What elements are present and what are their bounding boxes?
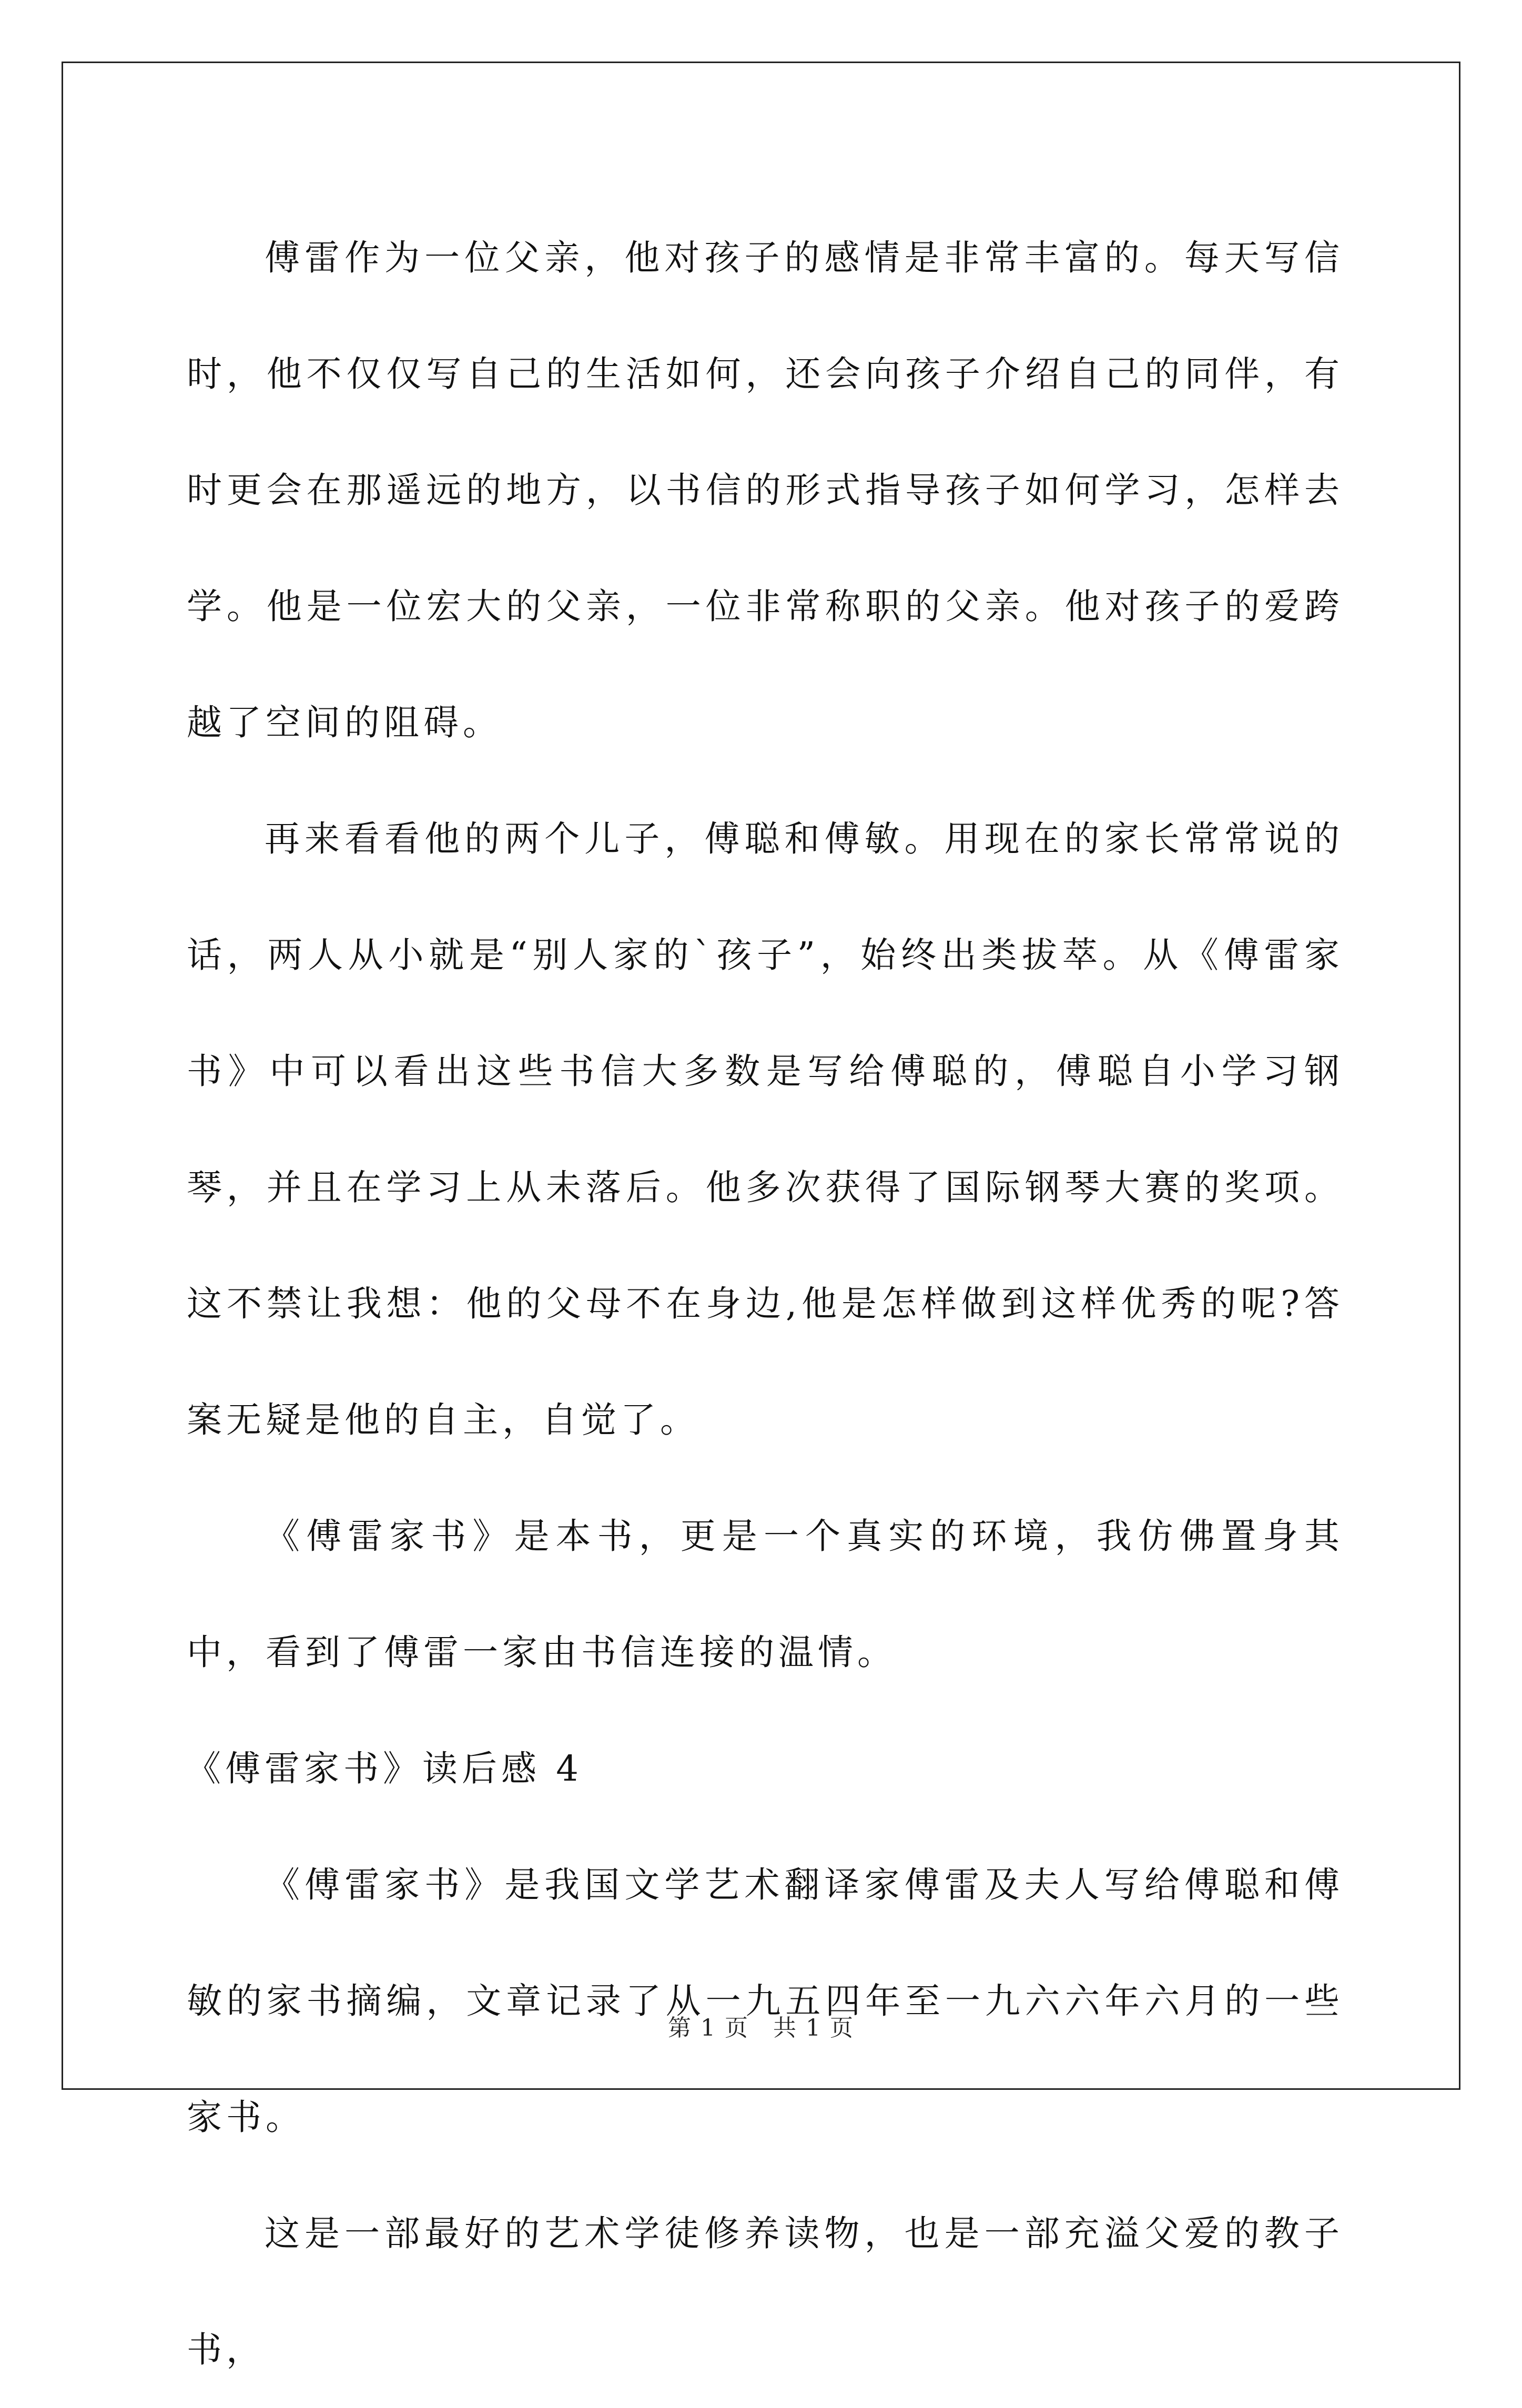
paragraph-environment: 《傅雷家书》是本书，更是一个真实的环境，我仿佛置身其中，看到了傅雷一家由书信连接的温情。 [187, 1516, 1344, 1673]
paragraph-sons: 再来看看他的两个儿子，傅聪和傅敏。用现在的家长常常说的话，两人从小就是“别人家的`孩子”，始终出类拔萃。从《傅雷家书》中可以看出这些书信大多数是写给傅聪的，傅聪自小学习钢琴，并且在学习上从未落后。他多次获得了国际钢琴大赛的奖项。这不禁让我想：他的父母不在身边,他是怎样做到这样优秀的呢?答案无疑是他的自主，自觉了。 [187, 818, 1344, 1440]
section-heading: 《傅雷家书》读后感 4 [186, 1748, 583, 1789]
paragraph-intro: 《傅雷家书》是我国文学艺术翻译家傅雷及夫人写给傅聪和傅敏的家书摘编，文章记录了从一九五四年至一九六六年六月的一些家书。 [187, 1864, 1344, 2138]
paragraph-father: 傅雷作为一位父亲，他对孩子的感情是非常丰富的。每天写信时，他不仅仅写自己的生活如何，还会向孩子介绍自己的同伴，有时更会在那遥远的地方，以书信的形式指导孩子如何学习，怎样去学。他是一位宏大的父亲，一位非常称职的父亲。他对孩子的爱跨越了空间的阻碍。 [187, 237, 1344, 743]
paragraph-description: 这是一部最好的艺术学徒修养读物，也是一部充溢父爱的教子书， [187, 2213, 1344, 2370]
document-body [187, 200, 1344, 2408]
page-footer: 第 1 页 共 1 页 [668, 2015, 854, 2041]
